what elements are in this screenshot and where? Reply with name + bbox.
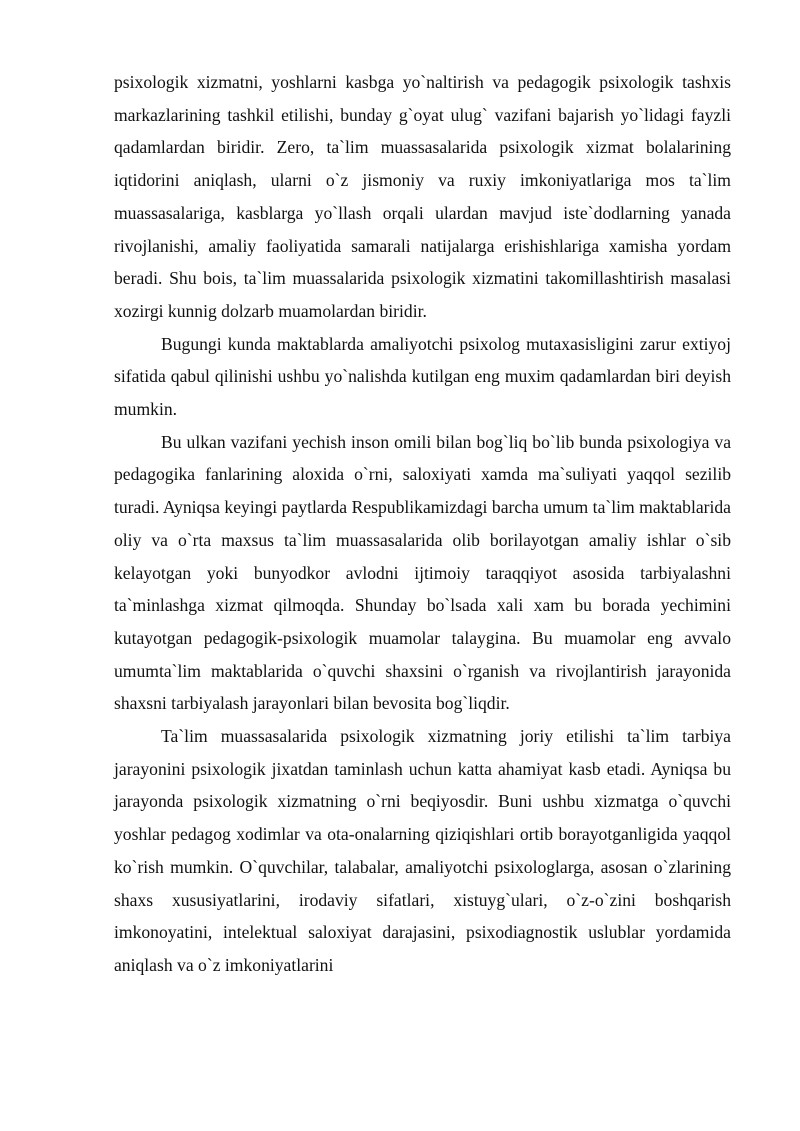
paragraph-2: Bugungi kunda maktablarda amaliyotchi psixolog mutaxasisligini zarur extiyoj sifatida qabul qilinishi ushbu yo`nalishda kutilgan eng muxim qadamlardan biri deyish mumkin. [114, 333, 731, 420]
paragraph-3: Bu ulkan vazifani yechish inson omili bilan bog`liq bo`lib bunda psixologiya va pedagogika fanlarining aloxida o`rni, saloxiyati xamda ma`suliyati yaqqol sezilib turadi. Ayniqsa keyingi paytlarda Respublikamizdagi barcha umum ta`lim maktablarida oliy va o`rta maxsus ta`lim muassasalarida olib borilayotgan amaliy ishlar o`sib kelayotgan yoki bunyodkor avlodni ijtimoiy taraqqiyot asosida tarbiyalashni ta`minlashga xizmat qilmoqda. Shunday bo`lsada xali xam bu borada yechimini kutayotgan pedagogik-psixologik muamolar talaygina. Bu muamolar eng avvalo umumta`lim maktablarida o`quvchi shaxsini o`rganish va rivojlantirish jarayonida shaxsni tarbiyalash jarayonlari bilan bevosita bog`liqdir. [114, 431, 731, 714]
paragraph-4: Ta`lim muassasalarida psixologik xizmatning joriy etilishi ta`lim tarbiya jarayonini psixologik jixatdan taminlash uchun katta ahamiyat kasb etadi. Ayniqsa bu jarayonda psixologik xizmatning o`rni beqiyosdir. Buni ushbu xizmatga o`quvchi yoshlar pedagog xodimlar va ota-onalarning qiziqishlari ortib borayotganligida yaqqol ko`rish mumkin. O`quvchilar, talabalar, amaliyotchi psixologlarga, asosan o`zlarining shaxs xususiyatlarini, irodaviy sifatlari, xistuyg`ulari, o`z-o`zini boshqarish imkonoyatini, intelektual saloxiyat darajasini, psixodiagnostik uslublar yordamida aniqlash va o`z imkoniyatlarini [114, 726, 731, 975]
document-page [114, 66, 731, 982]
paragraph-1: psixologik xizmatni, yoshlarni kasbga yo`naltirish va pedagogik psixologik tashxis markazlarining tashkil etilishi, bunday g`oyat ulug` vazifani bajarish yo`lidagi fayzli qadamlardan biridir. Zero, ta`lim muassasalarida psixologik xizmat bolalarining iqtidorini aniqlash, ularni o`z jismoniy va ruxiy imkoniyatlariga mos ta`lim muassasalariga, kasblarga yo`llash orqali ulardan mavjud iste`dodlarning yanada rivojlanishi, amaliy faoliyatida samarali natijalarga erishishlariga xamisha yordam beradi. Shu bois, ta`lim muassalarida psixologik xizmatini takomillashtirish masalasi xozirgi kunnig dolzarb muamolardan biridir. [114, 72, 731, 321]
